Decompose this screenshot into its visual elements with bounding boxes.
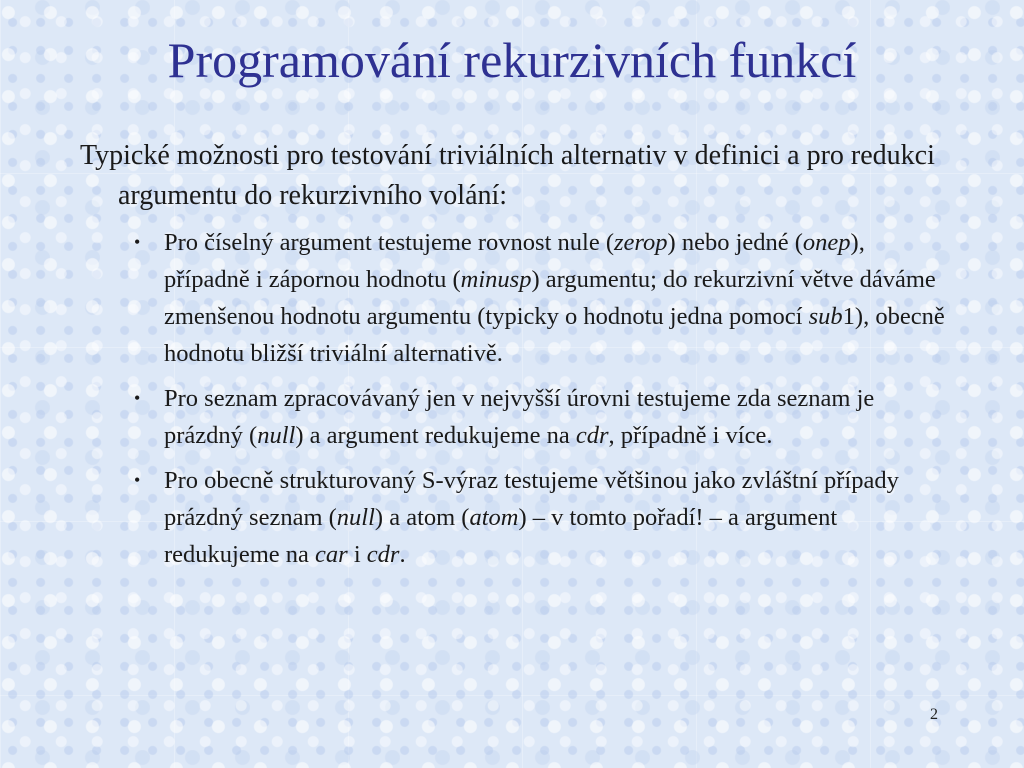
bullet-text: ), případně i zápornou hodnotu ( [164, 229, 865, 293]
bullet-text: Pro číselný argument testujeme rovnost nule ( [164, 229, 614, 256]
function-name: cdr [575, 422, 609, 449]
intro-paragraph: Typické možnosti pro testování triviálních alternativ v definici a pro redukci argumentu do rekurzivního volání: [80, 140, 935, 211]
function-name: car [315, 541, 348, 568]
function-name: atom [469, 504, 519, 531]
bullet-icon: • [134, 470, 141, 490]
slide-title: Programování rekurzivních funkcí [167, 32, 857, 88]
bullet-text: Pro obecně strukturovaný S-výraz testujeme většinou jako zvláštní případy prázdný seznam ( [164, 467, 899, 531]
bullet-text: i [347, 541, 367, 568]
bullet-item-s-expression [128, 462, 948, 573]
bullet-text: . [399, 541, 406, 568]
bullet-text: 1), obecně hodnotu bližší triviální alternativě. [164, 303, 945, 367]
bullet-text: ) a argument redukujeme na [295, 422, 576, 449]
bullet-item-list-argument [128, 380, 948, 454]
function-name: cdr [366, 541, 400, 568]
bullet-text: ) – v tomto pořadí! – a argument redukujeme na [164, 504, 838, 568]
bullet-text: ) argumentu; do rekurzivní větve dáváme zmenšenou hodnotu argumentu (typicky o hodnotu jedna pomocí [164, 266, 936, 330]
function-name: onep [802, 229, 851, 256]
function-name: null [257, 422, 296, 449]
function-name: minusp [460, 266, 532, 293]
bullet-icon: • [134, 388, 141, 408]
bullet-list [128, 224, 948, 581]
bullet-text: ) a atom ( [374, 504, 470, 531]
page-number: 2 [930, 706, 938, 723]
bullet-text: ) nebo jedné ( [667, 229, 803, 256]
bullet-text: Pro seznam zpracovávaný jen v nejvyšší úrovni testujeme zda seznam je prázdný ( [164, 385, 875, 449]
function-name: null [336, 504, 375, 531]
bullet-icon: • [134, 232, 141, 252]
bullet-text: , případně i více. [608, 422, 773, 449]
function-name: sub [808, 303, 843, 330]
bullet-item-number-argument [128, 224, 948, 372]
function-name: zerop [613, 229, 668, 256]
